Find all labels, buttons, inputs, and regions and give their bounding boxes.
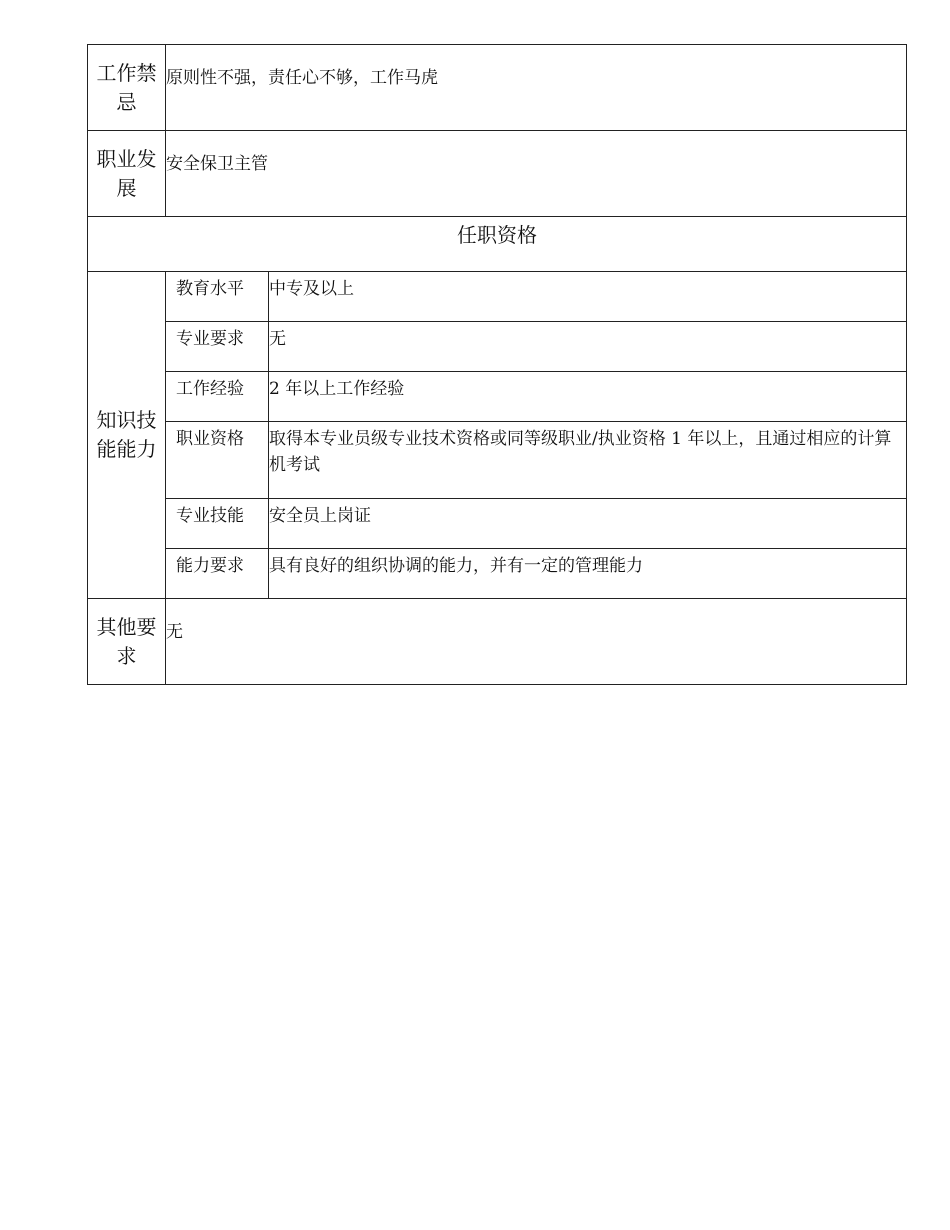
work-experience-label: 工作经验 (166, 372, 269, 422)
knowledge-row (88, 272, 907, 322)
knowledge-row (88, 549, 907, 599)
major-requirement-label: 专业要求 (166, 322, 269, 372)
qualification-section-title: 任职资格 (88, 217, 907, 272)
knowledge-skills-label: 知识技能能力 (88, 272, 166, 599)
knowledge-row (88, 322, 907, 372)
knowledge-row (88, 422, 907, 499)
other-requirements-label: 其他要求 (88, 599, 166, 685)
career-development-label: 职业发展 (88, 131, 166, 217)
ability-requirement-value: 具有良好的组织协调的能力，并有一定的管理能力 (269, 549, 907, 599)
professional-skill-label: 专业技能 (166, 499, 269, 549)
knowledge-row (88, 499, 907, 549)
work-experience-value: 2 年以上工作经验 (269, 372, 907, 422)
knowledge-row (88, 372, 907, 422)
education-level-value: 中专及以上 (269, 272, 907, 322)
qualification-section-row (88, 217, 907, 272)
education-level-label: 教育水平 (166, 272, 269, 322)
career-development-value: 安全保卫主管 (166, 131, 907, 217)
major-requirement-value: 无 (269, 322, 907, 372)
other-requirements-row (88, 599, 907, 685)
work-taboo-label: 工作禁忌 (88, 45, 166, 131)
job-description-table (87, 44, 907, 685)
other-requirements-value: 无 (166, 599, 907, 685)
professional-qualification-value: 取得本专业员级专业技术资格或同等级职业/执业资格 1 年以上，且通过相应的计算机考试 (269, 422, 907, 499)
career-development-row (88, 131, 907, 217)
professional-skill-value: 安全员上岗证 (269, 499, 907, 549)
ability-requirement-label: 能力要求 (166, 549, 269, 599)
work-taboo-row (88, 45, 907, 131)
professional-qualification-label: 职业资格 (166, 422, 269, 499)
work-taboo-value: 原则性不强，责任心不够，工作马虎 (166, 45, 907, 131)
